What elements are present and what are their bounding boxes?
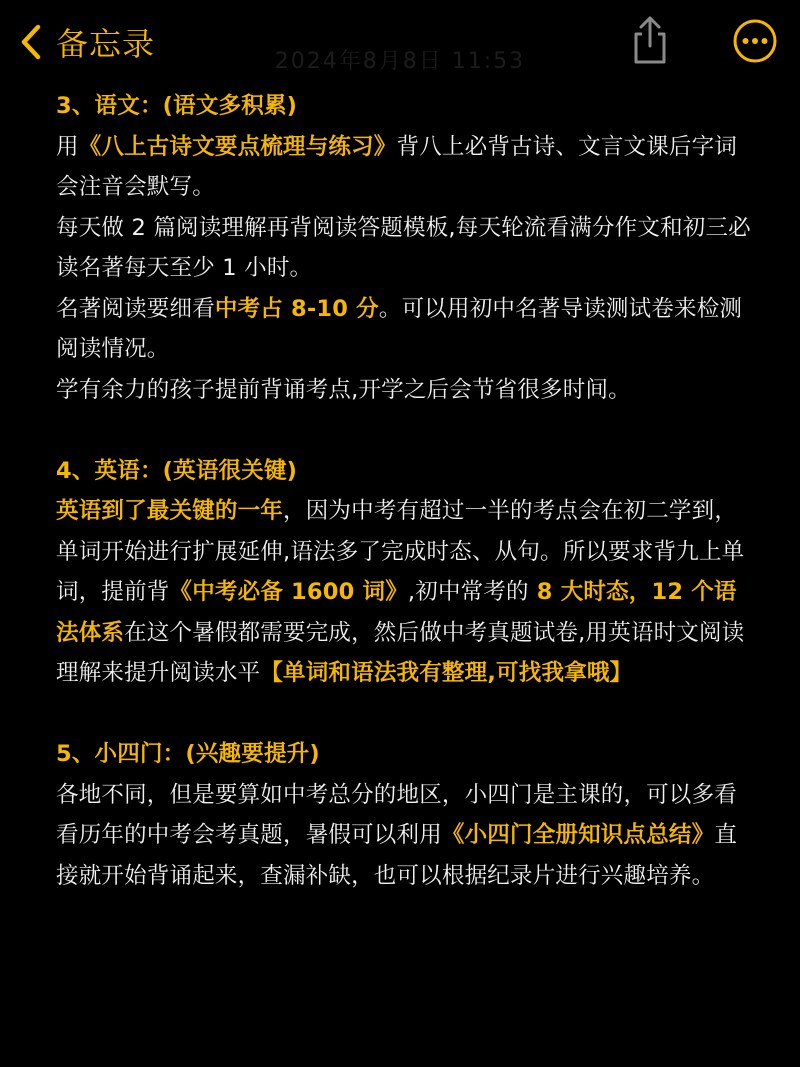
text-span: 在这个暑假都需要完成，然后做中考真题试卷,用英语时文阅读理解来提升阅读水平 <box>56 619 745 686</box>
more-button[interactable] <box>732 18 778 68</box>
highlight-text: 8 大时态，12 个语法体系 <box>56 579 737 646</box>
text-span: 。可以用初中名著导读测试卷来检测阅读情况。 <box>56 295 743 362</box>
more-icon <box>732 18 778 64</box>
paragraph <box>56 491 756 694</box>
note-timestamp: 2024年8月8日 11:53 <box>274 49 526 74</box>
highlight-text: 英语到了最关键的一年 <box>56 498 284 524</box>
text-span: ,初中常考的 <box>407 579 529 605</box>
paragraph: 每天做 2 篇阅读理解再背阅读答题模板,每天轮流看满分作文和初三必读名著每天至少 1 小时。 <box>56 214 751 281</box>
paragraph <box>56 289 756 370</box>
paragraph <box>56 775 756 897</box>
note-body[interactable] <box>56 86 756 896</box>
paragraph <box>56 127 756 208</box>
text-span: 各地不同，但是要算如中考总分的地区，小四门是主课的，可以多看看历年的中考会考真题，暑假可以利用 <box>56 781 738 848</box>
spacer <box>56 694 756 735</box>
paragraph: 学有余力的孩子提前背诵考点,开学之后会节省很多时间。 <box>56 376 631 403</box>
highlight-text: 中考占 8-10 分 <box>214 295 379 322</box>
text-span: 背八上必背古诗、文言文课后字词会注音会默写。 <box>56 133 738 200</box>
text-span: ，因为中考有超过一半的考点会在初二学到，单词开始进行扩展延伸,语法多了完成时态、从句。所以要求背九上单词，提前背 <box>56 498 745 605</box>
spacer <box>56 410 756 451</box>
highlight-text: 【单词和语法我有整理,可找我拿哦】 <box>260 660 633 686</box>
highlight-text: 《八上古诗文要点梳理与练习》 <box>78 133 397 160</box>
section-heading-english: 4、英语：(英语很关键) <box>56 457 298 484</box>
share-button[interactable] <box>628 14 672 70</box>
highlight-text: 《小四门全册知识点总结》 <box>441 822 715 848</box>
text-span: 直接就开始背诵起来，查漏补缺，也可以根据纪录片进行兴趣培养。 <box>56 822 738 889</box>
text-span: 用 <box>56 133 79 160</box>
highlight-text: 《中考必备 1600 词》 <box>169 579 408 605</box>
share-icon <box>628 14 672 66</box>
section-heading-chinese: 3、语文：(语文多积累) <box>56 93 298 119</box>
back-label: 备忘录 <box>56 25 156 63</box>
navigation-bar <box>0 0 800 84</box>
text-span: 名著阅读要细看 <box>56 295 215 322</box>
section-heading-minor-subjects: 5、小四门：(兴趣要提升) <box>56 741 320 767</box>
